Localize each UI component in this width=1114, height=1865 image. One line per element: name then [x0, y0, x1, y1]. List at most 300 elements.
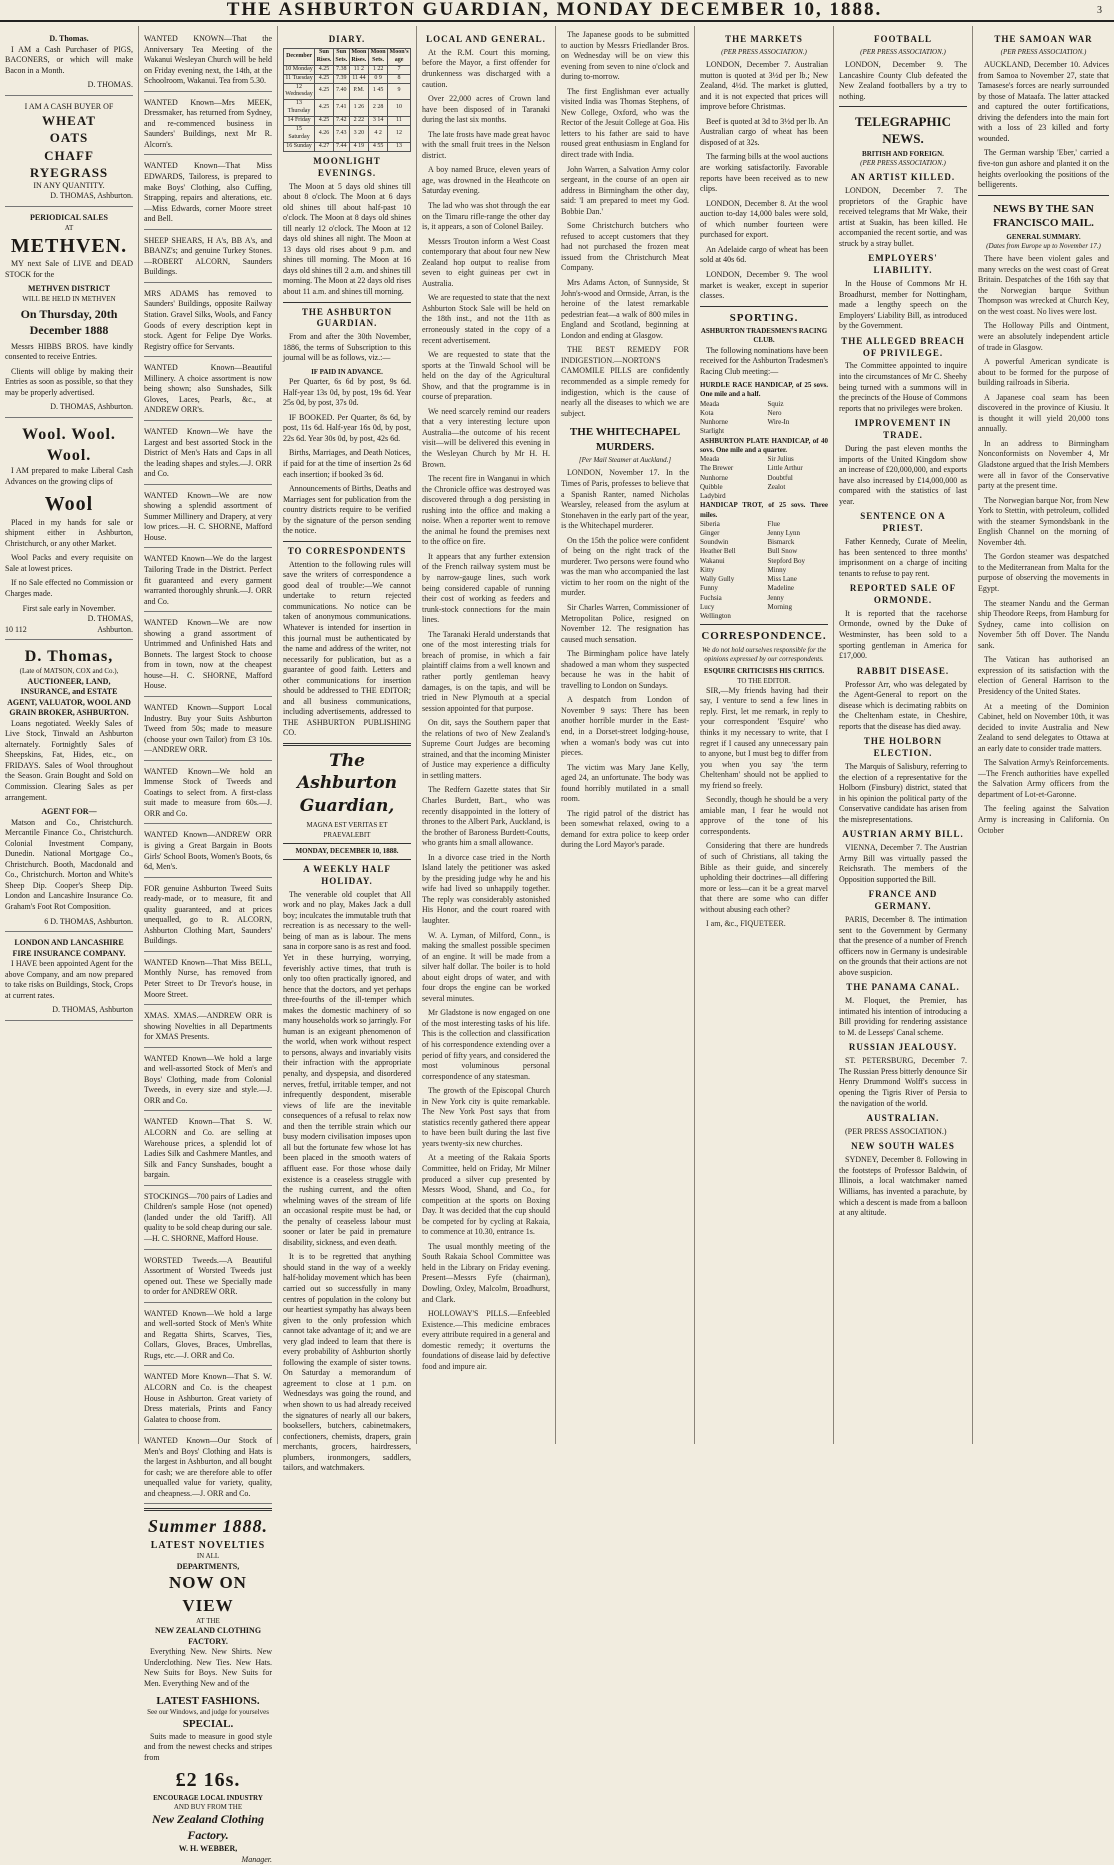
diary-cell: 3 14 — [369, 117, 388, 126]
classified-ad: WANTED More Known—That S. W. ALCORN and Co. is the cheapest House in Ashburton. Great variety of Dress materials, Prints and Fancy Galatea to choose from. — [144, 1368, 272, 1430]
wool-label: Wool — [44, 493, 94, 516]
section-heading: RABBIT DISEASE. — [856, 665, 950, 676]
diary-cell: 4.26 — [315, 126, 334, 143]
section-heading: THE PANAMA CANAL. — [846, 982, 960, 993]
samoan-sub: (PER PRESS ASSOCIATION.) — [1000, 47, 1087, 56]
horse-name: Flue — [767, 519, 780, 528]
horse-name: Bismarck — [767, 538, 795, 547]
news-paragraph: Over 22,000 acres of Crown land have been disposed of in Taranaki during the last six months. — [422, 94, 550, 125]
diary-column-header: Sun Rises. — [315, 48, 334, 65]
horse-name: Wakanui — [700, 556, 725, 565]
column-8 — [973, 26, 1114, 1444]
everything-text: Everything New. New Shirts. New Underclothing. New Ties. New Hats. New Suits for Boys. New Suits for Men. Everything New and of the — [144, 1647, 272, 1688]
latest-fashions: LATEST FASHIONS. — [156, 1694, 260, 1707]
suits-text: Suits made to measure in good style and from the newest checks and stripes from — [144, 1731, 272, 1762]
diary-column-header: Moon Rises. — [349, 48, 368, 65]
departments-label: DEPARTMENTS, — [176, 1561, 240, 1571]
horse-name: Doubtful — [767, 473, 793, 482]
diary-row — [284, 65, 411, 74]
section-text: In the House of Commons Mr H. Broadhurst, member for Nottingham, made a lengthy speech on the Employers' Liability Bill, as introduced by the Government. — [839, 278, 967, 331]
section-text: Father Kennedy, Curate of Meelin, has been sentenced to three months' imprisonment on a charge of inciting tenants to refuse to pay rent. — [839, 536, 967, 578]
summer-heading: Summer 1888. — [147, 1516, 269, 1537]
whitechapel-heading: THE WHITECHAPEL MURDERS. — [569, 426, 681, 453]
news-paragraph: Some Christchurch butchers who refused to accept customers that they had not purchased the frozen meat issued from the Christchurch Meat Company. — [561, 221, 689, 273]
section-text: M. Floquet, the Premier, has intimated his intention of introducing a Bill providing for rendering assistance to M. de Lesseps' Canal scheme. — [839, 996, 967, 1037]
diary-cell: 11 Tuesday — [284, 74, 315, 83]
diary-row — [284, 117, 411, 126]
diary-cell: P.M. — [349, 83, 368, 100]
ad-text: I AM a Cash Purchaser of PIGS, BACONERS, or which will make Bacon in a Month. — [5, 44, 133, 75]
encourage-label: ENCOURAGE LOCAL INDUSTRY — [153, 1793, 263, 1802]
hibbs-text: Messrs HIBBS BROS. have kindly consented to receive Entries. — [5, 341, 133, 362]
horse-name: The Brewer — [700, 464, 734, 473]
classified-ad: WANTED Known—We hold a large and well-sorted Stock of Men's White and Regatta Shirts, Scarves, Ties, Collars, Gloves, Braces, Umbrellas, Rugs, etc.—J. ORR and Co. — [144, 1305, 272, 1367]
nzcf-label: New Zealand Clothing Factory. — [151, 1812, 264, 1843]
news-paragraph: The Taranaki Herald understands that one of the most interesting trials for breach of promise, in which a fair plaintiff claims from a well known and rather portly gentleman heavy damages, is on the tapis, and will be tried in New Plymouth at a special session appointed for that purpose. — [422, 629, 550, 713]
section-heading: IMPROVEMENT IN TRADE. — [854, 418, 952, 441]
novelties-label: LATEST NOVELTIES — [150, 1540, 266, 1552]
telegraphic-assoc: (PER PRESS ASSOCIATION.) — [860, 158, 946, 167]
late-label: (Late of MATSON, COX and Co.), — [19, 667, 119, 676]
horse-name: Meada — [700, 455, 720, 464]
news-paragraph: We are requested to state that the sports at the Tinwald School will be held on the day of the Agricultural Show, and that the programme is in course of preparation. — [422, 350, 550, 402]
news-paragraph: Sir Charles Warren, Commissioner of Metropolitan Police, resigned on November 12. The resignation has caused much sensation. — [561, 602, 689, 644]
horse-name: Nero — [767, 408, 782, 417]
news-paragraph: The Holloway Pills and Ointment, were an absolutely independent article of trade in Glasgow. — [978, 321, 1109, 352]
market-report: LONDON, December 7. Australian mutton is quoted at 3½d per lb.; New Zealand, 4½d. The market is glutted, and it is not expected that prices will improve before Christmas. — [700, 60, 828, 112]
diary-cell: 7.38 — [333, 65, 349, 74]
news-paragraph: The Gordon steamer was despatched to the Mediterranean from Malta for the purpose of observing the movements in Egypt. — [978, 552, 1109, 594]
chaff-label: CHAFF — [44, 147, 94, 163]
held-label: WILL BE HELD IN METHVEN — [22, 294, 116, 303]
classified-ad: STOCKINGS—700 pairs of Ladies and Children's sample Hose (not opened) (landed under the old Tariff). All quality to be sold cheap during our sale.—H. C. SHORNE, Mafford House. — [144, 1188, 272, 1250]
news-paragraph: HOLLOWAY'S PILLS.—Enfeebled Existence.—This medicine embraces every attribute required in a general and domestic remedy; it overturns the foundations of disease laid by defective food and impure air. — [422, 1309, 550, 1371]
special-label: SPECIAL. — [182, 1718, 234, 1731]
leader-text-2: It is to be regretted that anything should stand in the way of a weekly half-holiday movement which has been carried out so successfully in many centres of population in the colony but our heartiest sympathy has always been given to the only profession which cannot take advantage of it; and we are very glad indeed to learn that there is every probability of Ashburton shortly following the example of sister towns. On Saturday a memorandum of agreement to close at 1 p.m. on Wednesdays was going the round, and when shown to us had already received the signatures of nearly all our bakers, booksellers, butchers, cabinetmakers, confectioners, chemists, drapers, grain merchants, grocers, hairdressers, plumbers, ironmongers, saddlers, tailors, and watchmakers. — [283, 1252, 411, 1473]
plate-label: ASHBURTON PLATE HANDICAP, of 40 sovs. One mile and a quarter. — [700, 436, 828, 454]
diary-cell: 4.25 — [315, 100, 334, 117]
classified-ad: SHEEP SHEARS, H A's, BB A's, and BBANZ's; and genuine Turkey Stones.—ROBERT ALCORN, Saunders Buildings. — [144, 232, 272, 283]
sale-line: MY next Sale of LIVE and DEAD STOCK for the — [5, 259, 133, 279]
correspondents-text: Attention to the following rules will save the writers of correspondence a good deal of trouble:—We cannot undertake to return rejected communications. No notice can be taken of anonymous communications. Whatever is intended for insertion in this journal must be authenticated by the name and address of the writer, not necessarily for publication, but as a guarantee of good faith. Letters and other communications for insertion should be addressed to THE EDITOR; and all business communications, including advertisements, addressed to THE ASHBURTON PUBLISHING CO. — [283, 559, 411, 738]
at-the-label: AT THE — [196, 1617, 220, 1626]
clients-text: Clients will oblige by making their Entries as soon as possible, so that they may be properly advertised. — [5, 366, 133, 397]
diary-row — [284, 74, 411, 83]
news-paragraph: Mr Gladstone is now engaged on one of the most interesting tasks of his life. This is the collection and classification of his correspondence extending over a period of fifty years, and considered the most voluminous personal correspondence of any statesman. — [422, 1008, 550, 1081]
san-francisco-heading: NEWS BY THE SAN FRANCISCO MAIL. — [993, 202, 1094, 230]
football-heading: FOOTBALL — [873, 34, 932, 44]
markets-sub: (PER PRESS ASSOCIATION.) — [721, 47, 807, 56]
diary-cell: 7.39 — [333, 74, 349, 83]
letter-paragraph: I am, &c., FIQUETEER. — [706, 919, 786, 929]
webber-label: W. H. WEBBER, — [178, 1843, 238, 1853]
masthead — [0, 0, 1114, 22]
diary-cell: 14 Friday — [284, 117, 315, 126]
diary-cell: 8 — [388, 74, 411, 83]
hurdle-label: HURDLE RACE HANDICAP, of 25 sovs. One mile and a half. — [700, 381, 828, 399]
horse-name: Lucy — [700, 602, 715, 611]
horse-name: Fuchsia — [700, 593, 722, 602]
letter-paragraph: SIR,—My friends having had their say, I venture to send a few lines in reply. First, let me remark, in reply to your correspondent 'Esquire' who thinks it my necessary to write, that I regret if I caused any unnecessary pain to anyone, but I must beg to differ from you when you say 'the term Cheltenham' should not be applied to my friend so freely. — [700, 685, 828, 790]
classified-ad: MRS ADAMS has removed to Saunders' Buildings, opposite Railway Station. Gravel Silks, Wools, and Fancy Goods of every description kept in stock. Agent for Felipe Dye Works. Registry office for Servants. — [144, 285, 272, 357]
diary-cell: 7.41 — [333, 100, 349, 117]
section-text: SYDNEY, December 8. Following in the footsteps of Professor Baldwin, of Illinois, a local watchmaker named Williams, has invented a parachute, by which a descent is made from a balloon at any altitude. — [839, 1155, 967, 1218]
horse-name: Morning — [767, 602, 792, 611]
horse-name: Little Arthur — [767, 464, 803, 473]
news-paragraph: The rigid patrol of the district has been somewhat relaxed, owing to a demand for extra police to keep order during the Lord Mayor's parade. — [561, 808, 689, 850]
section-heading: SENTENCE ON A PRIEST. — [860, 511, 946, 534]
classified-ad: WANTED Known—ANDREW ORR is giving a Great Bargain in Boots Girls' School Boots, Women's Boots, 6s 6d, Men's. — [144, 826, 272, 877]
diary-cell: 4.25 — [315, 74, 334, 83]
horse-name: Wally Gully — [700, 575, 735, 584]
diary-cell: 10 — [388, 100, 411, 117]
news-paragraph: The growth of the Episcopal Church in New York city is quite remarkable. The New York Post says that from statistics recently gathered there appear to have been built during the last five years twenty-six new churches. — [422, 1086, 550, 1148]
diary-cell: 4 19 — [349, 142, 368, 151]
insurance-heading: LONDON AND LANCASHIRE FIRE INSURANCE COMPANY. — [12, 938, 126, 958]
motto: MAGNA EST VERITAS ET PRAEVALEBIT — [306, 821, 388, 839]
classified-ad: WANTED Known—That Miss BELL, Monthly Nurse, has removed from Peter Street to Dr Trevor's house, in Moore Street. — [144, 954, 272, 1005]
classified-ad: WANTED Known—Our Stock of Men's and Boys' Clothing and Hats is the largest in Ashburton, and all bought for cash; we are therefore able to offer unequalled value for variety, quality, and cheapness.—J. ORR and Co. — [144, 1432, 272, 1504]
section-heading: FRANCE AND GERMANY. — [868, 889, 938, 912]
horses-hurdle — [700, 400, 828, 437]
section-heading: RUSSIAN JEALOUSY. — [848, 1042, 958, 1053]
general-summary-heading: GENERAL SUMMARY. — [1006, 232, 1081, 241]
general-summary — [978, 254, 1109, 836]
classified-ad: WANTED Known—Mrs MEEK, Dressmaker, has returned from Sydney, and re-commenced business in Saunders' Buildings, next Mr R. Alcorn's. — [144, 94, 272, 156]
diary-cell: 11 2 — [349, 65, 368, 74]
racing-heading: ASHBURTON TRADESMEN'S RACING CLUB. — [700, 327, 828, 345]
diary-row — [284, 100, 411, 117]
news-paragraph: It appears that any further extension of the French railway system must be by narrow-gauge lines, such work being considered capable of running their cost of working as feeders and trunk-stock connections for the main lines. — [422, 551, 550, 625]
sales-heading: PERIODICAL SALES — [29, 213, 109, 222]
sales-at: AT — [64, 223, 74, 232]
news-paragraph: The Birmingham police have lately shadowed a man whom they suspected because he was in the habit of travelling to London on Sundays. — [561, 649, 689, 690]
diary-cell: 4 2 — [369, 126, 388, 143]
booked-rates: IF BOOKED. Per Quarter, 8s 6d, by post, 11s 6d. Half-year 16s 0d, by post, 22s 6d. Year 30s 0d, by post, 42s 6d. — [283, 412, 411, 443]
ad-signature: D. THOMAS, — [87, 614, 133, 624]
section-heading: AN ARTIST KILLED. — [850, 172, 956, 183]
news-paragraph: At the R.M. Court this morning, before the Mayor, a first offender for drunkenness was discharged with a caution. — [422, 47, 550, 89]
diary-column-header: Moon Sets. — [369, 48, 388, 65]
births-text: Births, Marriages, and Death Notices, if paid for at the time of insertion 2s 6d each insertion; if booked 3s 6d. — [283, 448, 411, 479]
diary-row — [284, 83, 411, 100]
horse-name: Nunhorne — [700, 418, 728, 427]
news-paragraph: A boy named Bruce, eleven years of age, was drowned in the Heathcote on Saturday evening. — [422, 165, 550, 196]
horse-name: Squiz — [767, 399, 784, 408]
ad-signature: D. THOMAS. — [87, 80, 133, 90]
ad-signature: 6 D. THOMAS, Ashburton. — [44, 916, 133, 926]
news-paragraph: The usual monthly meeting of the South Rakaia School Committee was held in the Library on Friday evening. Present—Messrs Fyfe (chairman), Dowling, Oxley, Malcolm, Broadhurst, and Clark. — [422, 1241, 550, 1304]
market-report: LONDON, December 8. At the wool auction to-day 14,000 bales were sold, of which number fourteen were purchased for export. — [700, 198, 828, 240]
ad-signature: D. THOMAS, Ashburton. — [50, 402, 133, 412]
ad-periodical-sales — [5, 209, 133, 418]
auctioneer-label: AUCTIONEER, LAND, INSURANCE, and ESTATE AGENT, VALUATOR, WOOL AND GRAIN BROKER, ASHBURTON. — [7, 676, 131, 718]
classified-ad: WANTED Known—That S. W. ALCORN and Co. are selling at Warehouse prices, a splendid lot of Ladies Silk and Cashmere Mantles, and Silk and Fancy Sunshades, bought a bargain. — [144, 1113, 272, 1185]
letter-paragraph: Considering that there are hundreds of such of Christians, all taking the Bible as their guide, and sincerely upholding their doctrines—all differing more or less—can it be a great marvel that there are some who can differ without abusing each other? — [700, 841, 828, 914]
news-paragraph: The feeling against the Salvation Army is increasing in California. On October — [978, 804, 1109, 835]
classified-ad: WANTED Known—We do the largest Tailoring Trade in the District. Perfect fit guaranteed and every garment warranted thoroughly shrunk.—J. ORR and Co. — [144, 550, 272, 612]
market-report: LONDON, December 9. The wool market is weaker, except in superior classes. — [700, 269, 828, 301]
news-paragraph: There have been violent gales and many wrecks on the west coast of Great Britain. Despatches of the 16th say that the Norwegian barque Svithun Thompson was wrecked at Church Key, on the west coast. No lives were lost. — [978, 254, 1109, 316]
page-number: 3 — [1096, 4, 1102, 16]
diary-column-header: December — [284, 48, 315, 65]
date-line: MONDAY, DECEMBER 10, 1888. — [295, 846, 399, 855]
diary-cell: 2 22 — [349, 117, 368, 126]
diary-row — [284, 126, 411, 143]
football-sub: (PER PRESS ASSOCIATION.) — [860, 47, 946, 56]
terms-heading: THE ASHBURTON GUARDIAN. — [301, 306, 393, 329]
terms-text: From and after the 30th November, 1886, the terms of Subscription to this journal will be as follows, viz.:— — [283, 332, 411, 363]
news-paragraph: The lad who was shot through the ear on the Timaru rifle-range the other day is, it appears, a son of Colonel Bailey. — [422, 200, 550, 232]
horses-trot — [700, 520, 828, 622]
diary-cell: 4 55 — [369, 142, 388, 151]
diary-cell: 9 — [388, 83, 411, 100]
ad-pigs — [5, 30, 133, 96]
buy-from-label: AND BUY FROM THE — [173, 1803, 243, 1812]
diary-row — [284, 142, 411, 151]
diary-cell: 4.27 — [315, 142, 334, 151]
price-label: £2 16s. — [175, 1769, 241, 1792]
racing-text: The following nominations have been received for the Ashburton Tradesmen's Racing Club meeting:— — [700, 345, 828, 376]
letter-paragraph: Secondly, though he should be a very amiable man, I fear he would not approve of the tone of his correspondents. — [700, 795, 828, 836]
section-text: The Committee appointed to inquire into the circumstances of Mr C. Sheehy being turned with a summons will in the precincts of the House of Commons reports that no privileges were broken. — [839, 361, 967, 413]
classified-ad: FOR genuine Ashburton Tweed Suits ready-made, or to measure, fit and quality guaranteed, and at prices unequalled, go to R. ALCORN, Ashburton Clothing Mart, Saunders' Buildings. — [144, 880, 272, 952]
whitechapel-sub: [Per Mail Steamer at Auckland.] — [578, 456, 672, 465]
diary-column-header: Sun Sets. — [333, 48, 349, 65]
horse-name: Soundwin — [700, 538, 729, 547]
news-paragraph: W. A. Lyman, of Milford, Conn., is making the smallest possible specimen of an engine. It will be made from a silver half dollar. The boiler is to hold about eight drops of water, and with four drops the engine can be worked several minutes. — [422, 930, 550, 1003]
classified-ad: WANTED Known—We are now showing a grand assortment of Untrimmed and Unfinished Hats and Bonnets. The largest Stock to choose from in town, now at the cheapest house—H. C. SHORNE, Mafford House. — [144, 614, 272, 697]
now-on-view-heading: NOW ON VIEW — [169, 1573, 247, 1615]
news-paragraph: In a divorce case tried in the North Island lately the petitioner was asked by the presiding judge why he and his wife had lived so unhappily together. The reply was considerably astonished His Honor, and the court roared with laughter. — [422, 852, 550, 925]
agencies-text: Matson and Co., Christchurch. Mercantile Finance Co., Christchurch. Colonial Investment Company, Dunedin. National Mortgage Co., Christchurch. Booth, Macdonald and Co., Christchurch. Morton and White's Sheep Dip. Cooper's Sheep Dip. London and Lancashire Insurance Co. Graham's Foot Rot Composition. — [5, 817, 133, 911]
section-heading: AUSTRALIAN. — [866, 1113, 940, 1124]
trot-label: HANDICAP TROT, of 25 sovs. Three miles. — [700, 501, 828, 519]
classified-ad: WANTED Known—We are now showing a splendid assortment of Summer Millinery and Drapery, at very low prices.—H. C. SHORNE, Mafford House. — [144, 487, 272, 549]
columns — [0, 26, 1114, 1864]
news-column — [561, 30, 689, 851]
news-paragraph: A powerful American syndicate is about to be formed for the purpose of building railroads in Siberia. — [978, 357, 1109, 388]
ad-signature: D. THOMAS, Ashburton — [52, 1005, 133, 1015]
news-paragraph: Messrs Trouton inform a West Coast contemporary that about four new New Zealand hop output to realise from seven to eight guineas per cwt in Australia. — [422, 236, 550, 288]
diary-cell: 12 Wednesday — [284, 83, 315, 100]
british-foreign: BRITISH AND FOREIGN. — [862, 149, 944, 158]
horse-name: Sir Julius — [767, 455, 794, 464]
horse-name: Ginger — [700, 528, 720, 537]
ad-grain — [5, 98, 133, 207]
news-paragraph: The first Englishman ever actually visited India was Thomas Stephens, of New College, Oxford, who was the Rector of the Jesuit College at Goa. His letters to his father are said to have roused great enthusiasm in England for direct trade with India. — [561, 86, 689, 160]
district-label: METHVEN DISTRICT — [27, 284, 110, 294]
diary-cell: 0 9 — [369, 74, 388, 83]
loans-text: Loans negotiated. Weekly Sales of Live Stock, Tinwald an Ashburton alternately. Fortnightly Sales of Sheepskins, Fat, Hides, etc., on FRIDAYS. Sales of Wool throughout the Season. Grain Bought and Sold on Commission. Clearing Sales as per arrangement. — [5, 718, 133, 802]
diary-heading: DIARY. — [328, 34, 366, 44]
horse-name: Minny — [767, 565, 787, 574]
section-heading: THE HOLBORN ELECTION. — [863, 736, 943, 759]
in-all-label: IN ALL — [196, 1552, 220, 1561]
classified-ads — [144, 30, 272, 1504]
section-text: The Marquis of Salisbury, referring to the election of a representative for the Holborn (Finsbury) district, stated that in his opinion the political party of the Conservative candidate has arisen from the misrepresentations. — [839, 762, 967, 824]
news-paragraph: A Japanese coal seam has been discovered in the province of Kiusiu. It is thought it will yield 20,000 tons annually. — [978, 392, 1109, 434]
samoan-text: AUCKLAND, December 10. Advices from Samoa to November 27, state that Tamasese's forces are nearly surrounded by those of Mataafa. The latter attacked and captured the outer fortifications, driving the defenders into the main fort with a loss of 23 killed and forty wounded. — [978, 60, 1109, 143]
diary-column-header: Moon's age — [388, 48, 411, 65]
ad-place: Ashburton. — [97, 624, 133, 634]
horse-name: Kota — [700, 408, 714, 417]
horse-name: Jenny Lynn — [767, 528, 800, 537]
news-paragraph: The Redfern Gazette states that Sir Charles Burdett, Bart., who was recently disappointed in the lottery of thrones to the Albert Park, Auckland, is the brother of Baroness Burdett-Coutts, who grants him a small allowance. — [422, 785, 550, 848]
ad-signature: D. THOMAS, Ashburton. — [50, 191, 133, 201]
market-report: Beef is quoted at 3d to 3½d per lb. An Australian cargo of wheat has been disposed of at 32s. — [700, 116, 828, 147]
classified-ad: XMAS. XMAS.—ANDREW ORR is showing Novelties in all Departments for XMAS Presents. — [144, 1007, 272, 1048]
wool-packs: Wool Packs and every requisite on Sale at lowest prices. — [5, 553, 133, 573]
wool-heading: Wool. Wool. Wool. — [22, 425, 116, 465]
letter-heading: ESQUIRE CRITICISES HIS CRITICS. — [703, 667, 825, 676]
classified-ad: WANTED Known—Support Local Industry. Buy your Suits Ashburton Tweed from 50s; made to measure (choose your own Tailor) from £3 10s.—ANDREW ORR. — [144, 699, 272, 761]
news-paragraph: We are requested to state that the next Ashburton Stock Sale will be held on the 18th inst., and not the 11th as erroneously stated in the copy of a recent advertisement. — [422, 293, 550, 345]
diary-cell: 4.25 — [315, 117, 334, 126]
no-sale: If no Sale effected no Commission or Charges made. — [5, 578, 133, 598]
news-paragraph: LONDON, November 17. In the Times of Paris, professes to believe that a Spanish Ranter, named Nicholas Wearsley, released from the asylum at Stonehaven in the early part of the year, is the Whitechapel murderer. — [561, 468, 689, 531]
news-paragraph: The Japanese goods to be submitted to auction by Messrs Friedlander Bros. on Wednesday will be on view this evening from seven to nine o'clock and during to-morrow. — [561, 30, 689, 82]
ad-wool — [5, 420, 133, 640]
horse-name: Starlight — [700, 427, 725, 436]
leader-heading: A WEEKLY HALF HOLIDAY. — [303, 863, 391, 886]
classified-ad: WANTED KNOWN—That the Anniversary Tea Meeting of the Wakanui Wesleyan Church will be held on Friday evening next, the 14th, at the Schoolroom, Wakanui. Tea from 5.30. — [144, 30, 272, 92]
section-text: PARIS, December 8. The intimation sent to the Government by Germany that the presence of a number of French officers now in Germany is undesirable on the grounds that their actions are not above suspicion. — [839, 915, 967, 977]
wheat-label: WHEAT — [42, 113, 96, 129]
diary-cell: 7.42 — [333, 117, 349, 126]
horse-name: Ladybird — [700, 492, 726, 501]
market-report: An Adelaide cargo of wheat has been sold at 40s 6d. — [700, 244, 828, 265]
paper-name: The Ashburton Guardian, — [297, 750, 397, 816]
diary-cell: 13 Thursday — [284, 100, 315, 117]
column-7 — [834, 26, 973, 1444]
markets-heading: THE MARKETS — [725, 34, 803, 44]
diary-table — [283, 48, 411, 152]
see-windows: See our Windows, and judge for yourselves — [147, 1708, 269, 1717]
column-4 — [417, 26, 556, 1444]
sporting-heading: SPORTING. — [729, 311, 799, 324]
methven-heading: METHVEN. — [10, 234, 128, 257]
moonlight-heading: MOONLIGHT EVENINGS. — [313, 155, 381, 178]
agent-for-label: AGENT FOR— — [41, 807, 97, 817]
diary-cell: 1 22 — [369, 65, 388, 74]
news-paragraph: We need scarcely remind our readers that a very interesting lecture upon Australia—the outcome of his recent visit—will be delivered this evening in the Wesleyan Church by Mr H. H. Brown. — [422, 406, 550, 469]
market-report: The farming bills at the wool auctions are working satisfactorily. Favorable reports have been received as to new clips. — [700, 152, 828, 194]
news-paragraph: The victim was Mary Jane Kelly, aged 24, an unfortunate. The body was found horribly mutilated in a small room. — [561, 762, 689, 804]
diary-cell: 11 44 — [349, 74, 368, 83]
diary-cell: 4.25 — [315, 65, 334, 74]
samoan-heading: THE SAMOAN WAR — [994, 34, 1093, 44]
horse-name: Wellington — [700, 612, 731, 621]
ad-heading: D. Thomas. — [49, 34, 89, 43]
horse-name: Funny — [700, 584, 718, 593]
column-5 — [556, 26, 695, 1444]
news-paragraph: A despatch from London of November 9 says: There has been another horrible murder in the East-end, in a Dorset-street lodging-house, when a woman's body was cut into pieces. — [561, 695, 689, 758]
horse-name: Quibble — [700, 482, 723, 491]
section-text: ST. PETERSBURG, December 7. The Russian Press bitterly denounce Sir Henry Drummond Wolff's success in opening the Tigris River of Persia to the navigation of the world. — [839, 1056, 967, 1108]
horse-name: Kitty — [700, 565, 715, 574]
ad-text: I AM A CASH BUYER OF — [24, 101, 114, 111]
horse-name: Miss Lane — [767, 575, 797, 584]
column-1 — [0, 26, 139, 1444]
letter-body — [700, 686, 828, 930]
diary-cell: 10 Monday — [284, 65, 315, 74]
ad-insurance — [5, 934, 133, 1021]
diary-cell: 12 — [388, 126, 411, 143]
samoan-text-2: The German warship 'Eber,' carried a five-ton gun ashore and planted it on the heights overlooking the positions of the belligerents. — [978, 148, 1109, 190]
horse-name: Stepford Boy — [767, 556, 806, 565]
ad-d-thomas — [5, 642, 133, 932]
diary-cell: 13 — [388, 142, 411, 151]
classified-ad: WANTED Known—Beautiful Millinery. A choice assortment is now being shown; also Sunshades, Silk Gloves, Laces, Pearls, &c., at ANDREW ORR's. — [144, 359, 272, 421]
news-paragraph: The Vatican has authorised an expression of its satisfaction with the election of General Harrison to the Presidency of the United States. — [978, 655, 1109, 696]
first-sale: First sale early in November. — [22, 603, 116, 613]
diary-cell: 3 20 — [349, 126, 368, 143]
diary-cell: 2 28 — [369, 100, 388, 117]
classified-ad: WANTED Known—We hold a large and well-assorted Stock of Men's and Boys' Clothing, made from Colonial Tweeds, in every size and style.—J. ORR and Co. — [144, 1050, 272, 1112]
section-text: VIENNA, December 7. The Austrian Army Bill was virtually passed the Reichsrath. The members of the Opposition supported the Bill. — [839, 843, 967, 884]
horse-name: Zealot — [767, 482, 786, 491]
clothing-factory-ad — [144, 1515, 272, 1865]
column-2 — [139, 26, 278, 1864]
horse-name: Heather Bell — [700, 547, 736, 556]
diary-cell: 4.25 — [315, 83, 334, 100]
section-text: It is reported that the racehorse Ormonde, owned by the Duke of Westminster, has been sold to a sporting gentleman in America for £17,000. — [839, 608, 967, 661]
section-heading: NEW SOUTH WALES — [851, 1141, 955, 1152]
classified-ad: WANTED Known—We have the Largest and best assorted Stock in the District of Men's Hats and Caps in all the leading shapes and styles.—J. ORR and Co. — [144, 423, 272, 485]
news-paragraph: John Warren, a Salvation Army color sergeant, in the course of an open air address in Birmingham the other day, said: 'I am prepared to meet my God. Bobbie Dan.' — [561, 164, 689, 216]
diary-cell: 15 Saturday — [284, 126, 315, 143]
section-text: During the past eleven months the imports of the United Kingdom show an increase of £20,000,000, and exports have also increased by £14,000,000 as compared with the statistics of last year. — [839, 443, 967, 506]
births-text-2: Announcements of Births, Deaths and Marriages sent for publication from the country districts require to be verified by the signature of the person sending the notice. — [283, 484, 411, 536]
local-news — [422, 48, 550, 1373]
horse-name: Jenny — [767, 593, 784, 602]
football-text: LONDON, December 9. The Lancashire County Club defeated the New Zealand footballers by a try to nothing. — [839, 60, 967, 101]
local-general-heading: LOCAL AND GENERAL. — [426, 34, 546, 44]
classified-ad: WANTED Known—That Miss EDWARDS, Tailoress, is prepared to make Boys' Clothing, also Cuffing, Strapping, repairs and alterations, etc.—Miss Edwards, corner Moore street and Bell. — [144, 157, 272, 229]
d-thomas-heading: D. Thomas, — [24, 648, 114, 666]
insurance-text: I HAVE been appointed Agent for the above Company, and am now prepared to take risks on Buildings, Stock, Crops at current rates. — [5, 959, 133, 1000]
general-summary-sub: (Dates from Europe up to November 17.) — [986, 241, 1101, 250]
news-paragraph: THE BEST REMEDY FOR INDIGESTION.—NORTON'S CAMOMILE PILLS are confidently recommended as a simple remedy for indigestion, which is the cause of nearly all the diseases to which we are subject. — [561, 345, 689, 418]
news-paragraph: The Salvation Army's Reinforcements.—The French authorities have expelled the Salvation Army officers from the department of Lot-et-Garonne. — [978, 758, 1109, 799]
news-paragraph: The Norwegian barque Nor, from New York to Stettin, with petroleum, collided with the steamer Symondsbank in the English Channel on the morning of November 4th. — [978, 495, 1109, 547]
ryegrass-label: RYEGRASS — [29, 164, 109, 180]
horses-plate — [700, 455, 828, 501]
column-3 — [278, 26, 417, 1473]
ad-ref: 10 112 — [5, 624, 27, 634]
paid-rates: Per Quarter, 6s 6d by post, 9s 6d. Half-year 13s 0d, by post, 19s 6d. Year 25s 0d, by post, 37s 0d. — [283, 377, 411, 408]
sale-date: On Thursday, 20th December 1888 — [20, 307, 118, 337]
classified-ad: WANTED Known—We hold an Immense Stock of Tweeds and Coatings to select from. A first-class suit made to measure from 60s.—J. ORR and Co. — [144, 763, 272, 825]
diary-cell: 1 26 — [349, 100, 368, 117]
leader-text: The venerable old couplet that All work and no play, Makes Jack a dull boy; inculcates the immutable truth that recreation is as necessary to the well-being of man as is labour. The mens sana in corpore sano is as rest and food. Yet in these hurrying, worrying, feverishly active times, that truth is only too often practically ignored, and hence that the doctors, and yet perhaps three-fourths of the ill-temper which makes the domestic machinery of so many households work so jarringly. For human is an exigeant phenomenon of the world, when work without respect to persons, always and invariably visits their infraction with the appropriate penalty, and dyspepsia, and disordered nerves, fretful, irritable temper, and not infrequently despondent, miserable views of life are the inevitable consequences of a refusal to relax now and then the terrible strain which our busy modern civilisation imposes upon all but the fortunate few whose lot has been placed in the smooth waters of affluent ease. For those whose daily existence is a ceaseless struggle with the rushing current, and the often whelming waves of the stream of life an occasional respite must be had, or the penalty of ceaseless labour must sooner or later be paid in premature disability, sickness, and even death. — [283, 889, 411, 1247]
news-paragraph: At a meeting of the Dominion Cabinet, held on November 10th, it was decided to invite Australia and New Zealand to send delegates to Ottawa at an early date to consider trade matters. — [978, 701, 1109, 753]
horse-name: Siberia — [700, 519, 720, 528]
news-paragraph: At a meeting of the Rakaia Sports Committee, held on Friday, Mr Milner produced a silver cup presented by Messrs Wood, Shand, and Co., for competition at the sports on Boxing Day. It was decided that the cup should be competed for by cycling at Rakaia, to commence at 10.30, entrance 1s. — [422, 1153, 550, 1237]
letter-to: TO THE EDITOR. — [737, 676, 791, 685]
horse-name: Madeline — [767, 584, 794, 593]
news-paragraph: On dit, says the Southern paper that the relations of two of New Zealand's Supreme Court Judges are becoming strained, and that the incoming Minister of Justice may experience a difficulty in settling matters. — [422, 718, 550, 780]
factory-label: NEW ZEALAND CLOTHING FACTORY. — [154, 1626, 262, 1646]
correspondence-note: We do not hold ourselves responsible for the opinions expressed by our correspondents. — [701, 645, 827, 664]
news-paragraph: The steamer Nandu and the German ship Theodore Reeps, from Hamburg for Sydney, came into collision on November 5th off Dover. The Nandu sank. — [978, 598, 1109, 650]
diary-cell: 7.40 — [333, 83, 349, 100]
quantity-text: IN ANY QUANTITY. — [33, 180, 105, 190]
diary-cell: 7.44 — [333, 142, 349, 151]
manager-label: Manager. — [241, 1854, 272, 1864]
section-heading: REPORTED SALE OF ORMONDE. — [849, 583, 957, 606]
